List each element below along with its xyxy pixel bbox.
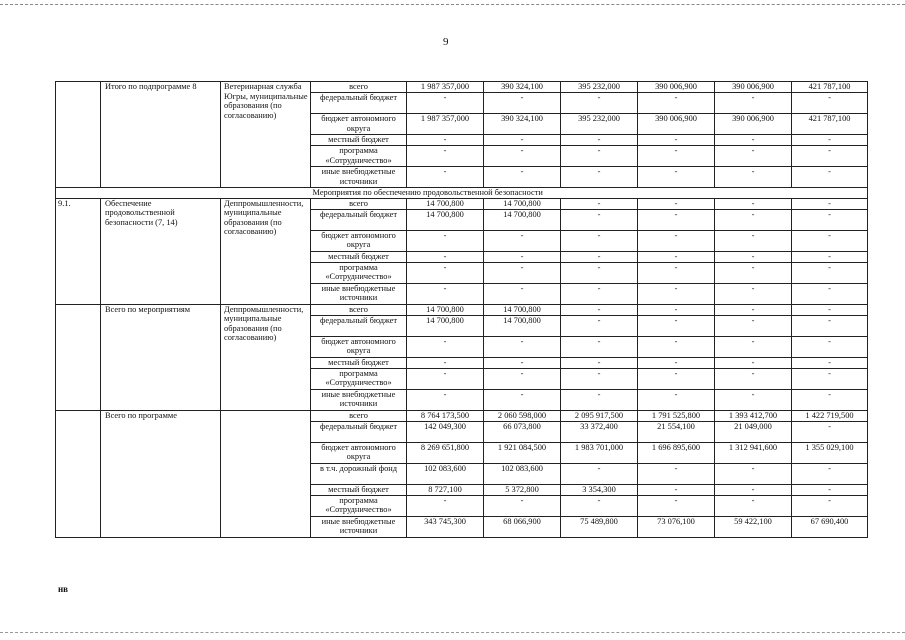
value-cell: -: [561, 198, 638, 209]
funding-source-cell: бюджет автономного округа: [311, 230, 407, 251]
value-cell: -: [561, 304, 638, 315]
value-cell: 1 987 357,000: [407, 82, 484, 93]
value-cell: 14 700,800: [407, 198, 484, 209]
funding-source-cell: местный бюджет: [311, 251, 407, 262]
value-cell: -: [561, 368, 638, 389]
value-cell: -: [715, 484, 792, 495]
value-cell: 14 700,800: [484, 315, 561, 336]
value-cell: -: [407, 389, 484, 410]
value-cell: 14 700,800: [484, 198, 561, 209]
value-cell: -: [715, 167, 792, 188]
value-cell: -: [715, 135, 792, 146]
value-cell: 5 372,800: [484, 484, 561, 495]
value-cell: 68 066,900: [484, 516, 561, 537]
value-cell: -: [792, 336, 868, 357]
value-cell: -: [561, 315, 638, 336]
value-cell: -: [561, 167, 638, 188]
funding-source-cell: местный бюджет: [311, 135, 407, 146]
value-cell: -: [484, 389, 561, 410]
value-cell: -: [638, 336, 715, 357]
value-cell: -: [715, 209, 792, 230]
funding-source-cell: бюджет автономного округа: [311, 442, 407, 463]
value-cell: 33 372,400: [561, 421, 638, 442]
value-cell: -: [638, 484, 715, 495]
value-cell: -: [638, 495, 715, 516]
table-row: [56, 82, 868, 93]
value-cell: 14 700,800: [484, 209, 561, 230]
funding-source-cell: в т.ч. дорожный фонд: [311, 463, 407, 484]
value-cell: 14 700,800: [407, 209, 484, 230]
value-cell: 3 354,300: [561, 484, 638, 495]
funding-source-cell: программа «Сотрудничество»: [311, 146, 407, 167]
value-cell: -: [638, 368, 715, 389]
section-header-title: Мероприятия по обеспечению продовольственной безопасности: [311, 188, 868, 199]
value-cell: -: [638, 389, 715, 410]
value-cell: -: [407, 146, 484, 167]
item-number-cell: 9.1.: [56, 198, 101, 304]
item-name-cell: Обеспечение продовольственной безопасности (7, 14): [101, 198, 221, 304]
page-number: 9: [443, 36, 449, 48]
executor-cell: Деппромышленности, муниципальные образования (по согласованию): [221, 304, 311, 410]
section-header-row: [56, 188, 868, 199]
value-cell: -: [638, 304, 715, 315]
budget-table: [55, 81, 868, 538]
value-cell: -: [638, 357, 715, 368]
value-cell: 390 006,900: [715, 114, 792, 135]
value-cell: -: [561, 135, 638, 146]
funding-source-cell: программа «Сотрудничество»: [311, 368, 407, 389]
value-cell: -: [715, 283, 792, 304]
value-cell: -: [407, 262, 484, 283]
value-cell: -: [407, 167, 484, 188]
value-cell: 390 006,900: [715, 82, 792, 93]
funding-source-cell: иные внебюджетные источники: [311, 167, 407, 188]
value-cell: 390 324,100: [484, 82, 561, 93]
value-cell: -: [638, 283, 715, 304]
value-cell: -: [715, 368, 792, 389]
value-cell: 142 049,300: [407, 421, 484, 442]
value-cell: -: [638, 135, 715, 146]
funding-source-cell: программа «Сотрудничество»: [311, 262, 407, 283]
value-cell: -: [407, 230, 484, 251]
value-cell: -: [484, 357, 561, 368]
value-cell: -: [561, 230, 638, 251]
funding-source-cell: иные внебюджетные источники: [311, 516, 407, 537]
value-cell: 1 921 084,500: [484, 442, 561, 463]
value-cell: -: [792, 198, 868, 209]
value-cell: -: [561, 463, 638, 484]
value-cell: 421 787,100: [792, 82, 868, 93]
value-cell: -: [715, 304, 792, 315]
value-cell: -: [561, 251, 638, 262]
value-cell: 1 987 357,000: [407, 114, 484, 135]
value-cell: 73 076,100: [638, 516, 715, 537]
value-cell: -: [715, 93, 792, 114]
value-cell: 1 422 719,500: [792, 410, 868, 421]
value-cell: -: [792, 484, 868, 495]
value-cell: -: [792, 463, 868, 484]
section-header-blank: [56, 188, 311, 199]
value-cell: 2 095 917,500: [561, 410, 638, 421]
value-cell: -: [715, 315, 792, 336]
funding-source-cell: бюджет автономного округа: [311, 336, 407, 357]
value-cell: -: [407, 368, 484, 389]
item-name-cell: Итого по подпрограмме 8: [101, 82, 221, 188]
value-cell: -: [715, 389, 792, 410]
executor-cell: [221, 410, 311, 537]
value-cell: -: [561, 93, 638, 114]
scan-edge-bottom: [0, 632, 905, 633]
value-cell: -: [792, 251, 868, 262]
value-cell: 390 006,900: [638, 82, 715, 93]
value-cell: -: [561, 283, 638, 304]
value-cell: -: [484, 262, 561, 283]
value-cell: 343 745,300: [407, 516, 484, 537]
value-cell: -: [792, 495, 868, 516]
value-cell: 1 983 701,000: [561, 442, 638, 463]
funding-source-cell: всего: [311, 82, 407, 93]
value-cell: 1 312 941,600: [715, 442, 792, 463]
value-cell: -: [715, 357, 792, 368]
funding-source-cell: программа «Сотрудничество»: [311, 495, 407, 516]
funding-source-cell: иные внебюджетные источники: [311, 283, 407, 304]
value-cell: -: [407, 251, 484, 262]
value-cell: -: [715, 146, 792, 167]
value-cell: -: [561, 495, 638, 516]
value-cell: -: [407, 283, 484, 304]
value-cell: 421 787,100: [792, 114, 868, 135]
value-cell: -: [792, 357, 868, 368]
value-cell: -: [407, 336, 484, 357]
value-cell: -: [792, 389, 868, 410]
value-cell: -: [484, 230, 561, 251]
value-cell: -: [715, 463, 792, 484]
value-cell: 390 006,900: [638, 114, 715, 135]
value-cell: -: [792, 167, 868, 188]
value-cell: -: [407, 135, 484, 146]
value-cell: 102 083,600: [484, 463, 561, 484]
value-cell: -: [792, 262, 868, 283]
value-cell: 75 489,800: [561, 516, 638, 537]
item-name-cell: Всего по программе: [101, 410, 221, 537]
value-cell: -: [484, 283, 561, 304]
value-cell: -: [792, 135, 868, 146]
value-cell: -: [792, 421, 868, 442]
value-cell: -: [638, 251, 715, 262]
value-cell: -: [792, 368, 868, 389]
item-number-cell: [56, 82, 101, 188]
table-row: [56, 304, 868, 315]
value-cell: -: [561, 209, 638, 230]
funding-source-cell: всего: [311, 410, 407, 421]
value-cell: -: [561, 146, 638, 167]
value-cell: -: [638, 146, 715, 167]
value-cell: -: [484, 93, 561, 114]
value-cell: -: [792, 146, 868, 167]
value-cell: -: [792, 230, 868, 251]
value-cell: -: [715, 262, 792, 283]
funding-source-cell: федеральный бюджет: [311, 315, 407, 336]
value-cell: -: [792, 283, 868, 304]
value-cell: 1 393 412,700: [715, 410, 792, 421]
value-cell: -: [792, 304, 868, 315]
item-number-cell: [56, 410, 101, 537]
funding-source-cell: местный бюджет: [311, 357, 407, 368]
value-cell: -: [484, 336, 561, 357]
value-cell: -: [638, 262, 715, 283]
value-cell: -: [715, 230, 792, 251]
value-cell: -: [484, 167, 561, 188]
table-row: [56, 198, 868, 209]
funding-source-cell: иные внебюджетные источники: [311, 389, 407, 410]
value-cell: -: [407, 495, 484, 516]
value-cell: -: [715, 251, 792, 262]
value-cell: -: [561, 357, 638, 368]
value-cell: -: [484, 135, 561, 146]
value-cell: -: [561, 336, 638, 357]
value-cell: 395 232,000: [561, 114, 638, 135]
value-cell: -: [484, 251, 561, 262]
value-cell: 21 049,000: [715, 421, 792, 442]
scan-edge-top: [0, 4, 905, 5]
funding-source-cell: всего: [311, 198, 407, 209]
value-cell: 390 324,100: [484, 114, 561, 135]
value-cell: 2 060 598,000: [484, 410, 561, 421]
value-cell: -: [638, 315, 715, 336]
value-cell: 67 690,400: [792, 516, 868, 537]
value-cell: -: [407, 93, 484, 114]
executor-cell: Деппромышленности, муниципальные образования (по согласованию): [221, 198, 311, 304]
value-cell: -: [792, 93, 868, 114]
executor-cell: Ветеринарная служба Югры, муниципальные образования (по согласованию): [221, 82, 311, 188]
value-cell: 395 232,000: [561, 82, 638, 93]
value-cell: 102 083,600: [407, 463, 484, 484]
value-cell: 1 791 525,800: [638, 410, 715, 421]
funding-source-cell: федеральный бюджет: [311, 421, 407, 442]
funding-source-cell: федеральный бюджет: [311, 209, 407, 230]
value-cell: 8 764 173,500: [407, 410, 484, 421]
value-cell: 14 700,800: [484, 304, 561, 315]
value-cell: 66 073,800: [484, 421, 561, 442]
value-cell: -: [638, 167, 715, 188]
value-cell: 14 700,800: [407, 304, 484, 315]
value-cell: -: [484, 368, 561, 389]
funding-source-cell: федеральный бюджет: [311, 93, 407, 114]
value-cell: -: [561, 389, 638, 410]
value-cell: -: [638, 463, 715, 484]
value-cell: -: [638, 209, 715, 230]
value-cell: -: [715, 198, 792, 209]
footer-mark: нв: [58, 584, 69, 594]
value-cell: -: [638, 198, 715, 209]
item-name-cell: Всего по мероприятиям: [101, 304, 221, 410]
value-cell: 14 700,800: [407, 315, 484, 336]
value-cell: -: [638, 93, 715, 114]
value-cell: 8 269 651,800: [407, 442, 484, 463]
value-cell: 8 727,100: [407, 484, 484, 495]
value-cell: 1 355 029,100: [792, 442, 868, 463]
value-cell: -: [715, 336, 792, 357]
value-cell: -: [792, 209, 868, 230]
funding-source-cell: бюджет автономного округа: [311, 114, 407, 135]
funding-source-cell: местный бюджет: [311, 484, 407, 495]
value-cell: -: [484, 495, 561, 516]
value-cell: -: [792, 315, 868, 336]
value-cell: -: [638, 230, 715, 251]
table-row: [56, 410, 868, 421]
value-cell: 59 422,100: [715, 516, 792, 537]
value-cell: -: [715, 495, 792, 516]
value-cell: -: [561, 262, 638, 283]
funding-source-cell: всего: [311, 304, 407, 315]
value-cell: 21 554,100: [638, 421, 715, 442]
item-number-cell: [56, 304, 101, 410]
value-cell: 1 696 895,600: [638, 442, 715, 463]
value-cell: -: [407, 357, 484, 368]
value-cell: -: [484, 146, 561, 167]
